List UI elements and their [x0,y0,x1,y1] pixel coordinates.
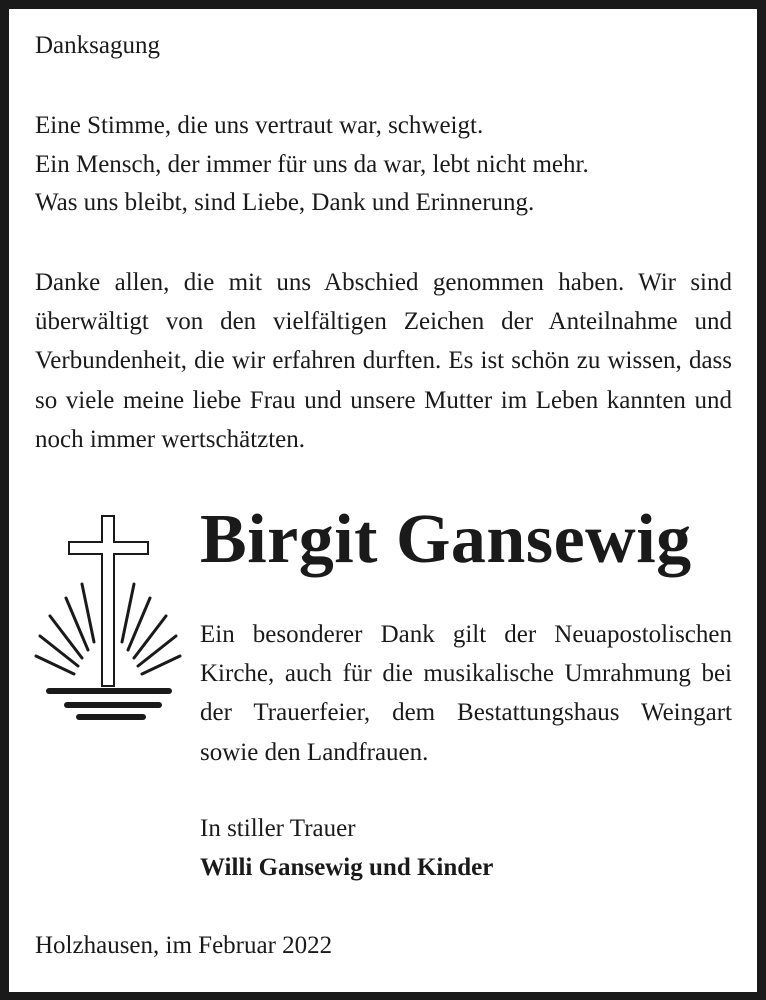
poem-line-1: Eine Stimme, die uns vertraut war, schweigt. [35,112,484,139]
cross-sunrise-icon [30,512,186,724]
deceased-name: Birgit Gansewig [200,501,692,578]
notice-heading: Danksagung [35,32,160,59]
special-thanks-paragraph: Ein besonderer Dank gilt der Neuapostolischen Kirche, auch für die musikalische Umrahmung bei der Trauerfeier, dem Bestattungshaus Weingart sowie den Landfrauen. [200,621,732,766]
thanks-paragraph: Danke allen, die mit uns Abschied genommen haben. Wir sind überwältigt von den vielfältigen Zeichen der Anteilnahme und Verbundenheit, die wir erfahren durften. Es ist schön zu wissen, dass so viele meine liebe Frau und unsere Mutter im Leben kannten und noch immer wertschätzten. [35,269,732,453]
poem [35,107,735,223]
poem-line-2: Ein Mensch, der immer für uns da war, lebt nicht mehr. [35,150,589,178]
mourning-label: In stiller Trauer [200,815,356,842]
poem-line-3: Was uns bleibt, sind Liebe, Dank und Erinnerung. [35,189,535,216]
signers: Willi Gansewig und Kinder [200,854,494,881]
place-date: Holzhausen, im Februar 2022 [35,932,333,959]
